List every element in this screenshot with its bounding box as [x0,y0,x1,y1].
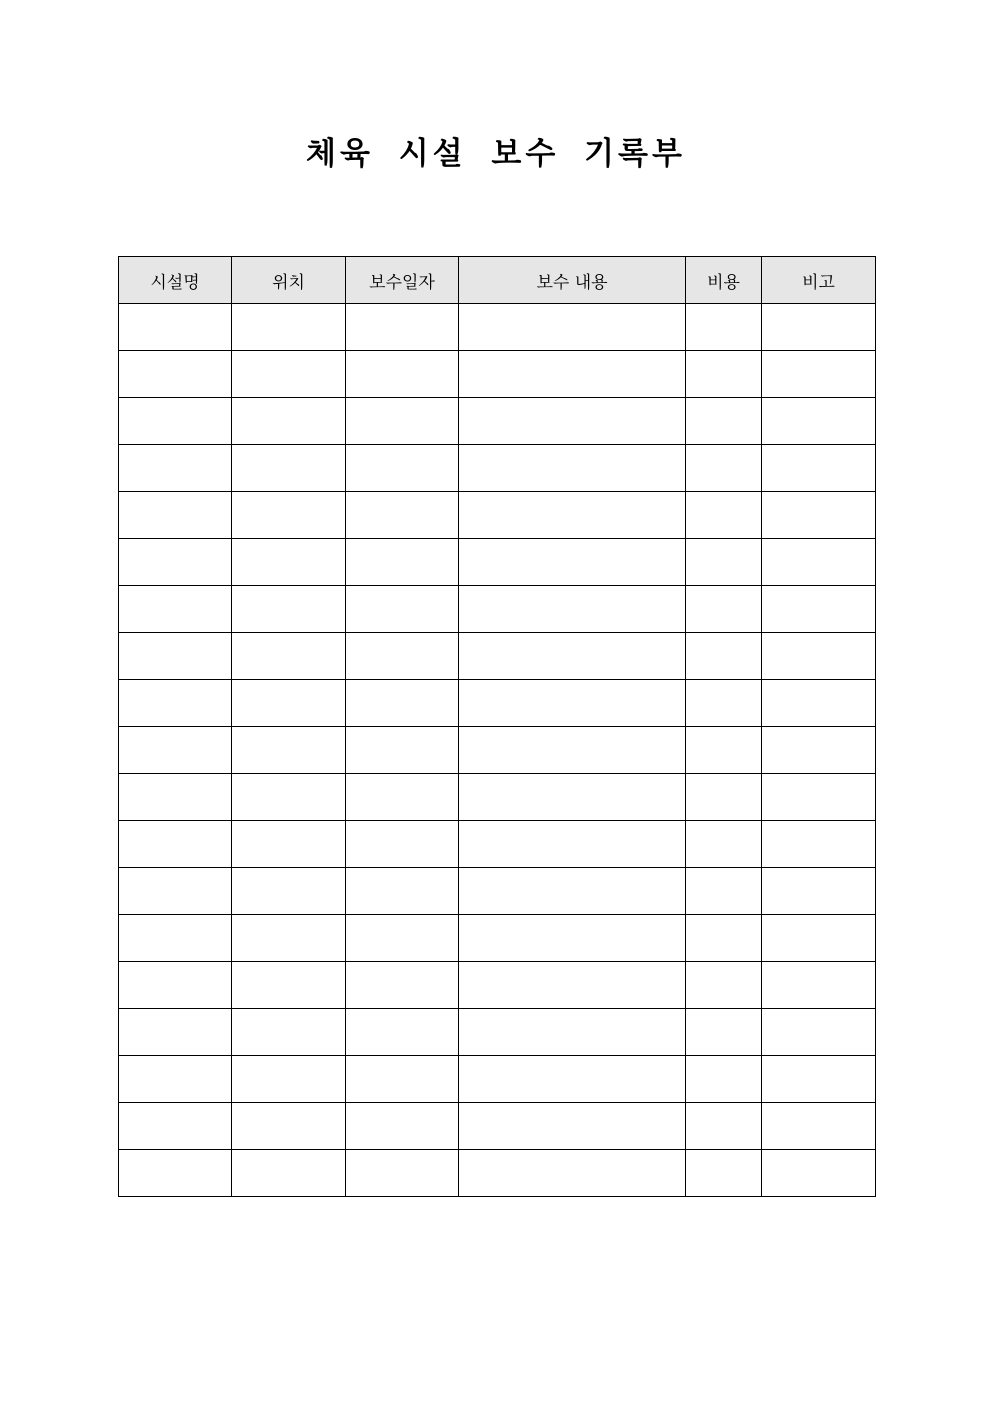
cell-cost[interactable] [686,492,762,539]
cell-location[interactable] [232,633,346,680]
cell-facility-name[interactable] [119,633,232,680]
cell-location[interactable] [232,868,346,915]
cell-cost[interactable] [686,1103,762,1150]
cell-repair-date[interactable] [346,962,459,1009]
table-row [119,351,876,398]
table-row [119,586,876,633]
cell-location[interactable] [232,1056,346,1103]
cell-repair-details[interactable] [459,774,686,821]
cell-repair-details[interactable] [459,539,686,586]
cell-facility-name[interactable] [119,774,232,821]
cell-remarks[interactable] [762,445,876,492]
cell-remarks[interactable] [762,539,876,586]
cell-remarks[interactable] [762,1150,876,1197]
cell-cost[interactable] [686,1150,762,1197]
cell-cost[interactable] [686,304,762,351]
cell-repair-details[interactable] [459,398,686,445]
cell-repair-date[interactable] [346,1056,459,1103]
cell-remarks[interactable] [762,821,876,868]
header-location: 위치 [232,257,346,304]
cell-facility-name[interactable] [119,539,232,586]
cell-repair-details[interactable] [459,492,686,539]
cell-location[interactable] [232,915,346,962]
cell-repair-details[interactable] [459,1009,686,1056]
cell-repair-date[interactable] [346,1150,459,1197]
table-row [119,633,876,680]
cell-repair-details[interactable] [459,821,686,868]
cell-cost[interactable] [686,539,762,586]
cell-cost[interactable] [686,1056,762,1103]
cell-cost[interactable] [686,398,762,445]
cell-repair-date[interactable] [346,539,459,586]
cell-remarks[interactable] [762,351,876,398]
cell-location[interactable] [232,586,346,633]
cell-repair-date[interactable] [346,398,459,445]
cell-facility-name[interactable] [119,1009,232,1056]
table-row [119,915,876,962]
cell-repair-details[interactable] [459,304,686,351]
cell-facility-name[interactable] [119,868,232,915]
cell-facility-name[interactable] [119,304,232,351]
cell-remarks[interactable] [762,492,876,539]
cell-remarks[interactable] [762,633,876,680]
cell-cost[interactable] [686,1009,762,1056]
cell-facility-name[interactable] [119,398,232,445]
cell-location[interactable] [232,398,346,445]
cell-facility-name[interactable] [119,727,232,774]
cell-location[interactable] [232,539,346,586]
cell-location[interactable] [232,304,346,351]
cell-repair-details[interactable] [459,1056,686,1103]
header-repair-details: 보수 내용 [459,257,686,304]
table-row [119,962,876,1009]
cell-location[interactable] [232,1150,346,1197]
table-row [119,398,876,445]
cell-repair-date[interactable] [346,492,459,539]
repair-log-table [118,256,876,1197]
cell-cost[interactable] [686,915,762,962]
cell-repair-date[interactable] [346,915,459,962]
cell-repair-date[interactable] [346,445,459,492]
cell-cost[interactable] [686,351,762,398]
cell-facility-name[interactable] [119,1150,232,1197]
cell-cost[interactable] [686,962,762,1009]
cell-facility-name[interactable] [119,586,232,633]
table-row [119,1103,876,1150]
table-row [119,868,876,915]
cell-repair-date[interactable] [346,868,459,915]
table-row [119,1150,876,1197]
cell-facility-name[interactable] [119,915,232,962]
cell-repair-details[interactable] [459,915,686,962]
table-row [119,680,876,727]
cell-cost[interactable] [686,727,762,774]
cell-facility-name[interactable] [119,962,232,1009]
cell-repair-date[interactable] [346,351,459,398]
header-facility-name: 시설명 [119,257,232,304]
cell-repair-details[interactable] [459,586,686,633]
cell-location[interactable] [232,821,346,868]
table-row [119,727,876,774]
cell-repair-details[interactable] [459,727,686,774]
cell-repair-date[interactable] [346,680,459,727]
cell-repair-date[interactable] [346,1009,459,1056]
cell-remarks[interactable] [762,586,876,633]
header-repair-date: 보수일자 [346,257,459,304]
cell-repair-details[interactable] [459,962,686,1009]
cell-remarks[interactable] [762,915,876,962]
table-row [119,1056,876,1103]
table-row [119,492,876,539]
cell-location[interactable] [232,492,346,539]
cell-cost[interactable] [686,868,762,915]
cell-location[interactable] [232,774,346,821]
cell-repair-details[interactable] [459,445,686,492]
cell-remarks[interactable] [762,727,876,774]
cell-location[interactable] [232,962,346,1009]
cell-location[interactable] [232,1103,346,1150]
header-remarks: 비고 [762,257,876,304]
cell-cost[interactable] [686,633,762,680]
cell-repair-date[interactable] [346,727,459,774]
cell-remarks[interactable] [762,398,876,445]
cell-repair-details[interactable] [459,868,686,915]
table-row [119,445,876,492]
cell-repair-date[interactable] [346,304,459,351]
cell-location[interactable] [232,1009,346,1056]
cell-cost[interactable] [686,445,762,492]
cell-repair-details[interactable] [459,351,686,398]
cell-cost[interactable] [686,821,762,868]
table-row [119,304,876,351]
cell-remarks[interactable] [762,1009,876,1056]
cell-remarks[interactable] [762,304,876,351]
table-header-row [119,257,876,304]
cell-cost[interactable] [686,774,762,821]
cell-facility-name[interactable] [119,821,232,868]
cell-facility-name[interactable] [119,680,232,727]
cell-repair-details[interactable] [459,680,686,727]
table-row [119,774,876,821]
cell-remarks[interactable] [762,1103,876,1150]
table-row [119,821,876,868]
cell-location[interactable] [232,351,346,398]
cell-repair-date[interactable] [346,633,459,680]
table-row [119,1009,876,1056]
cell-location[interactable] [232,680,346,727]
table-row [119,539,876,586]
cell-repair-date[interactable] [346,774,459,821]
cell-repair-details[interactable] [459,633,686,680]
cell-facility-name[interactable] [119,1103,232,1150]
cell-facility-name[interactable] [119,1056,232,1103]
cell-location[interactable] [232,727,346,774]
document-title: 체육 시설 보수 기록부 [306,136,686,172]
cell-remarks[interactable] [762,962,876,1009]
cell-facility-name[interactable] [119,445,232,492]
cell-facility-name[interactable] [119,351,232,398]
cell-location[interactable] [232,445,346,492]
cell-repair-date[interactable] [346,821,459,868]
cell-repair-details[interactable] [459,1103,686,1150]
cell-remarks[interactable] [762,774,876,821]
cell-remarks[interactable] [762,680,876,727]
cell-remarks[interactable] [762,868,876,915]
cell-cost[interactable] [686,680,762,727]
cell-repair-details[interactable] [459,1150,686,1197]
cell-facility-name[interactable] [119,492,232,539]
table-body [119,304,876,1197]
cell-remarks[interactable] [762,1056,876,1103]
cell-repair-date[interactable] [346,586,459,633]
cell-cost[interactable] [686,586,762,633]
cell-repair-date[interactable] [346,1103,459,1150]
header-cost: 비용 [686,257,762,304]
